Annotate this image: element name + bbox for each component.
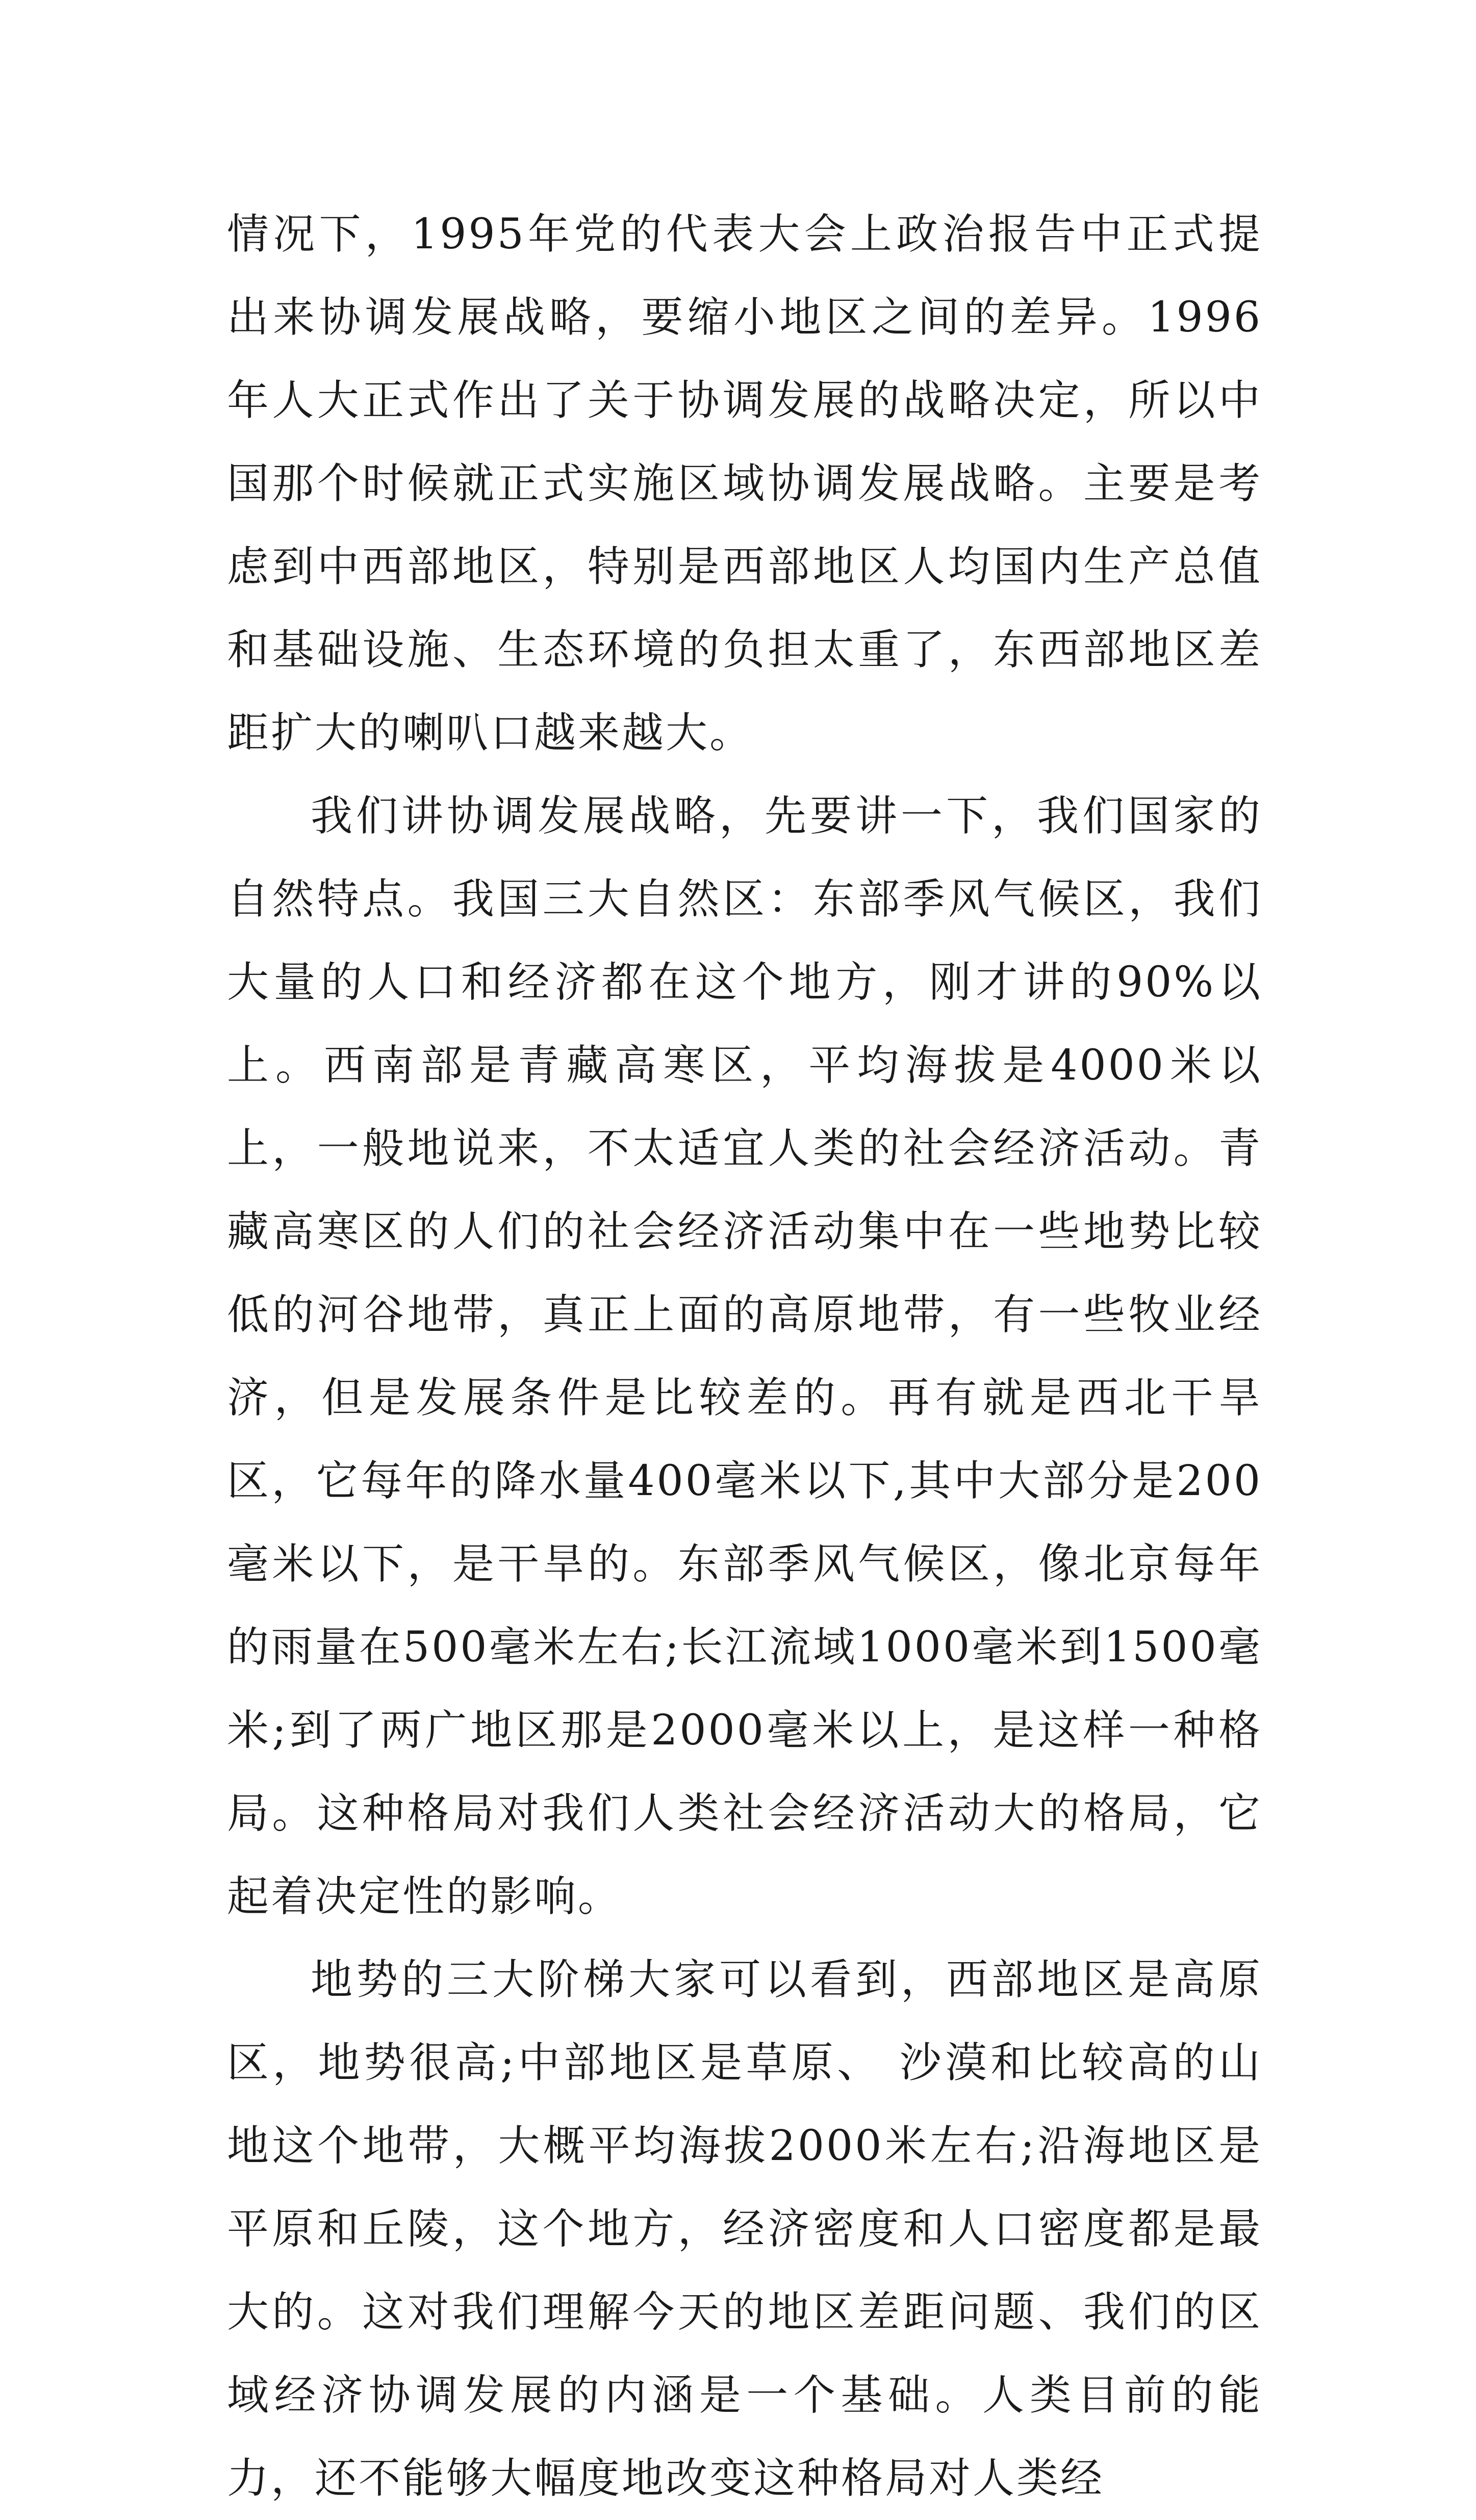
paragraph-2: 我们讲协调发展战略，先要讲一下，我们国家的自然特点。我国三大自然区：东部季风气候区，我们大量的人口和经济都在这个地方，刚才讲的90%以上。西南部是青藏高寒区，平均海拔是4000米以上，一般地说来，不太适宜人类的社会经济活动。青藏高寒区的人们的社会经济活动集中在一些地势比较低的河谷地带，真正上面的高原地带，有一些牧业经济，但是发展条件是比较差的。再有就是西北干旱区，它每年的降水量400毫米以下,其中大部分是200毫米以下，是干旱的。东部季风气候区，像北京每年的雨量在500毫米左右;长江流域1000毫米到1500毫米;到了两广地区那是2000毫米以上，是这样一种格局。这种格局对我们人类社会经济活动大的格局，它起着决定性的影响。 [227,792,1262,1921]
document-page [227,193,1262,2520]
paragraph-3: 地势的三大阶梯大家可以看到，西部地区是高原区，地势很高;中部地区是草原、 沙漠和比较高的山地这个地带，大概平均海拔2000米左右;沿海地区是平原和丘陵，这个地方，经济密度和人口密度都是最大的。这对我们理解今天的地区差距问题、我们的区域经济协调发展的内涵是一个基础。人类目前的能力，还不能够大幅度地改变这种格局对人类经 [227,1956,1262,2503]
paragraph-1: 情况下，1995年党的代表大会上政治报告中正式提出来协调发展战略，要缩小地区之间的差异。1996年人大正式作出了关于协调发展的战略决定，所以中国那个时候就正式实施区域协调发展战略。主要是考虑到中西部地区，特别是西部地区人均国内生产总值和基础设施、生态环境的负担太重了，东西部地区差距扩大的喇叭口越来越大。 [227,210,1262,757]
